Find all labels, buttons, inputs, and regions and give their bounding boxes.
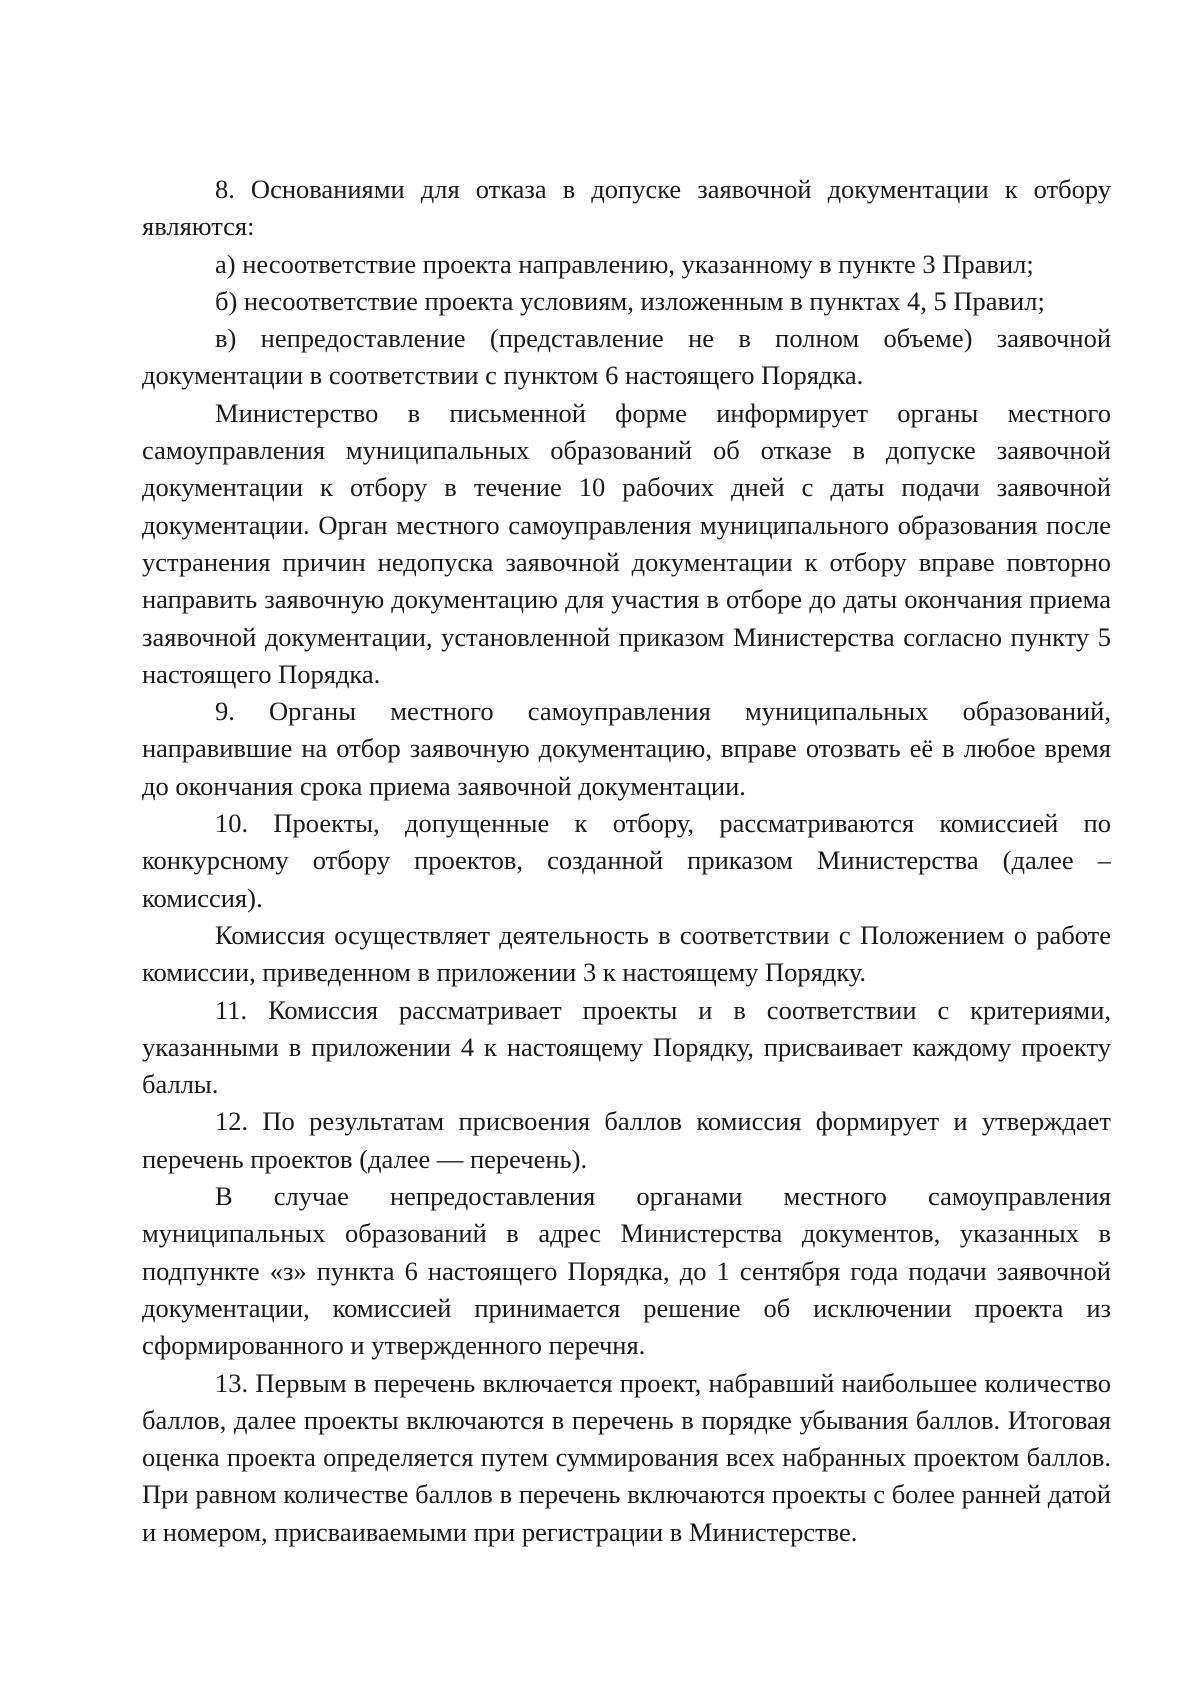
paragraph-8-item-v: в) непредоставление (представление не в полном объеме) заявочной документации в соответствии с пунктом 6 настоящего Порядка. [142, 323, 1111, 391]
paragraph-10: 10. Проекты, допущенные к отбору, рассматриваются комиссией по конкурсному отбору проектов, созданной приказом Министерства (далее – комиссия). [142, 808, 1111, 913]
paragraph-exclusion-case: В случае непредоставления органами местного самоуправления муниципальных образований в адрес Министерства документов, указанных в подпункте «з» пункта 6 настоящего Порядка, до 1 сентября года подачи заявочной документации, комиссией принимается решение об исключении проекта из сформированного и утвержденного перечня. [142, 1181, 1111, 1361]
paragraph-8: 8. Основаниями для отказа в допуске заявочной документации к отбору являются: [142, 174, 1111, 242]
paragraph-ministry-notice: Министерство в письменной форме информирует органы местного самоуправления муниципальных образований об отказе в допуске заявочной документации к отбору в течение 10 рабочих дней с даты подачи заявочной документации. Орган местного самоуправления муниципального образования после устранения причин недопуска заявочной документации к отбору вправе повторно направить заявочную документацию для участия в отборе до даты окончания приема заявочной документации, установленной приказом Министерства согласно пункту 5 настоящего Порядка. [142, 397, 1111, 689]
paragraph-commission-regulation: Комиссия осуществляет деятельность в соответствии с Положением о работе комиссии, приведенном в приложении 3 к настоящему Порядку. [142, 919, 1111, 988]
paragraph-13: 13. Первым в перечень включается проект, набравший наибольшее количество баллов, далее проекты включаются в перечень в порядке убывания баллов. Итоговая оценка проекта определяется путем суммирования всех набранных проектом баллов. При равном количестве баллов в перечень включаются проекты с более ранней датой и номером, присваиваемыми при регистрации в Министерстве. [142, 1367, 1111, 1547]
paragraph-8-item-a: а) несоответствие проекта направлению, указанному в пункте 3 Правил; [215, 248, 1034, 279]
paragraph-12: 12. По результатам присвоения баллов комиссия формирует и утверждает перечень проектов (далее — перечень). [142, 1106, 1111, 1174]
paragraph-11: 11. Комиссия рассматривает проекты и в соответствии с критериями, указанными в приложении 4 к настоящему Порядку, присваивает каждому проекту баллы. [142, 994, 1111, 1100]
document-body [142, 171, 1111, 1551]
paragraph-8-item-b: б) несоответствие проекта условиям, изложенным в пунктах 4, 5 Правил; [215, 285, 1045, 316]
paragraph-9: 9. Органы местного самоуправления муниципальных образований, направившие на отбор заявочную документацию, вправе отозвать её в любое время до окончания срока приема заявочной документации. [142, 696, 1111, 801]
